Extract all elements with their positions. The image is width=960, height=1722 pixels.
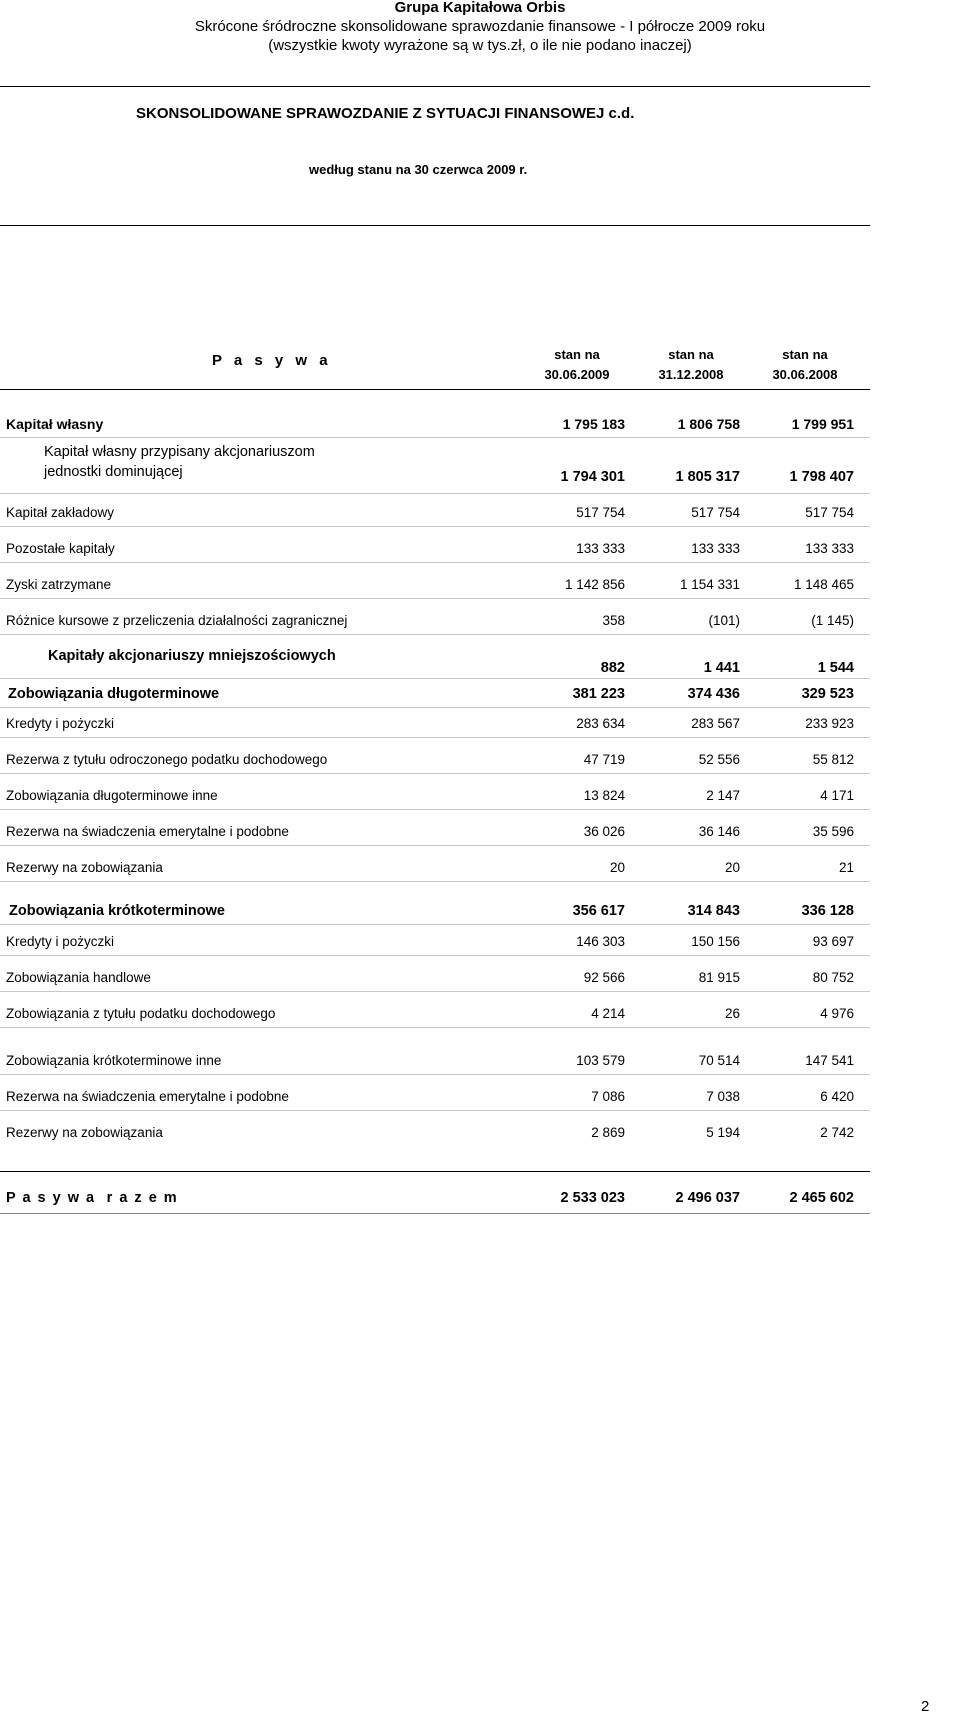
row-value-2: 1 806 758 (677, 416, 740, 432)
row-value-3: 133 333 (805, 541, 854, 556)
row-value-2: 2 496 037 (675, 1190, 740, 1206)
row-value-1: 517 754 (576, 505, 625, 520)
row-label: Kapitał własny przypisany akcjonariuszom (44, 444, 315, 460)
table-row (0, 577, 870, 599)
row-value-1: 7 086 (591, 1089, 625, 1104)
row-value-2: 81 915 (698, 970, 740, 985)
row-value-2: 1 154 331 (679, 577, 740, 592)
column-header-2-date: 31.12.2008 (658, 367, 724, 382)
row-value-2: 283 567 (691, 716, 740, 731)
row-value-3: 2 742 (820, 1125, 854, 1140)
table-row (0, 686, 870, 708)
row-label: Różnice kursowe z przeliczenia działalności zagranicznej (6, 613, 348, 628)
table-row (0, 1053, 870, 1075)
row-label: Rezerwa na świadczenia emerytalne i podobne (6, 1089, 289, 1104)
row-value-3: 93 697 (812, 934, 854, 949)
column-header-3-date: 30.06.2008 (772, 367, 838, 382)
page-number: 2 (921, 1698, 930, 1715)
row-label: Rezerwy na zobowiązania (6, 1125, 163, 1140)
row-value-2: 26 (724, 1006, 740, 1021)
row-value-2: 133 333 (691, 541, 740, 556)
row-value-2: 314 843 (687, 903, 740, 919)
row-value-1: 2 533 023 (560, 1190, 625, 1206)
table-row (0, 716, 870, 738)
company-name: Grupa Kapitałowa Orbis (394, 0, 566, 16)
table-row (0, 788, 870, 810)
row-label: Zobowiązania długoterminowe inne (6, 788, 218, 803)
row-label: Zyski zatrzymane (6, 577, 112, 592)
column-header-3 (750, 345, 860, 385)
row-divider (0, 678, 870, 679)
row-divider (0, 598, 870, 599)
row-value-3: 1 799 951 (791, 416, 854, 432)
row-label: P a s y w a r a z e m (6, 1190, 179, 1206)
table-row (0, 648, 870, 688)
row-divider (0, 1027, 870, 1028)
row-value-1: 92 566 (583, 970, 625, 985)
column-header-2-top: stan na (668, 347, 714, 362)
row-value-1: 1 794 301 (560, 469, 625, 485)
row-divider (0, 1110, 870, 1111)
row-divider (0, 437, 870, 438)
table-row (0, 613, 870, 635)
row-value-1: 1 142 856 (564, 577, 625, 592)
column-header-1-date: 30.06.2009 (544, 367, 610, 382)
row-divider (0, 881, 870, 882)
row-value-1: 133 333 (576, 541, 625, 556)
row-divider (0, 1213, 870, 1214)
row-divider (0, 526, 870, 527)
row-value-2: (101) (708, 613, 740, 628)
row-value-1: 13 824 (583, 788, 625, 803)
row-value-3: 80 752 (812, 970, 854, 985)
statement-title: SKONSOLIDOWANE SPRAWOZDANIE Z SYTUACJI FINANSOWEJ c.d. (136, 105, 635, 122)
row-divider (0, 634, 870, 635)
statement-date: według stanu na 30 czerwca 2009 r. (309, 162, 528, 177)
row-divider (0, 1074, 870, 1075)
row-value-2: 2 147 (706, 788, 740, 803)
row-label: Zobowiązania handlowe (6, 970, 151, 985)
row-value-2: 374 436 (687, 686, 740, 702)
row-value-3: (1 145) (811, 613, 854, 628)
row-value-3: 329 523 (801, 686, 854, 702)
row-divider (0, 845, 870, 846)
row-label: Kapitały akcjonariuszy mniejszościowych (48, 648, 336, 664)
table-row (0, 541, 870, 563)
row-value-1: 36 026 (583, 824, 625, 839)
row-value-1: 146 303 (576, 934, 625, 949)
row-value-2: 52 556 (698, 752, 740, 767)
row-value-1: 356 617 (572, 903, 625, 919)
row-label: Zobowiązania krótkoterminowe inne (6, 1053, 222, 1068)
row-value-3: 147 541 (805, 1053, 854, 1068)
row-value-1: 1 795 183 (562, 416, 625, 432)
row-divider (0, 991, 870, 992)
row-value-1: 882 (600, 660, 625, 676)
row-value-2: 150 156 (691, 934, 740, 949)
row-value-1: 2 869 (591, 1125, 625, 1140)
row-divider (0, 809, 870, 810)
row-label: Zobowiązania długoterminowe (8, 686, 220, 702)
row-value-3: 4 171 (820, 788, 854, 803)
row-value-2: 517 754 (691, 505, 740, 520)
column-header-1-top: stan na (554, 347, 600, 362)
row-value-1: 103 579 (576, 1053, 625, 1068)
row-divider (0, 707, 870, 708)
row-value-3: 4 976 (820, 1006, 854, 1021)
row-value-3: 233 923 (805, 716, 854, 731)
row-value-3: 336 128 (801, 903, 854, 919)
table-row (0, 970, 870, 992)
column-header-2 (636, 345, 746, 385)
column-header-3-top: stan na (782, 347, 828, 362)
row-value-1: 283 634 (576, 716, 625, 731)
row-label: Kredyty i pożyczki (6, 716, 115, 731)
row-value-3: 55 812 (812, 752, 854, 767)
row-label: Rezerwa z tytułu odroczonego podatku dochodowego (6, 752, 328, 767)
row-label: Zobowiązania krótkoterminowe (9, 903, 225, 919)
row-value-2: 1 805 317 (675, 469, 740, 485)
row-divider (0, 737, 870, 738)
row-label: Pozostałe kapitały (6, 541, 115, 556)
row-label: Kredyty i pożyczki (6, 934, 115, 949)
row-divider (0, 493, 870, 494)
table-row-total (0, 1190, 870, 1212)
row-label: Zobowiązania z tytułu podatku dochodowego (6, 1006, 276, 1021)
table-row (0, 860, 870, 882)
table-row (0, 505, 870, 527)
row-value-1: 358 (602, 613, 625, 628)
header-rule (0, 86, 870, 87)
row-value-2: 5 194 (706, 1125, 740, 1140)
report-subtitle: Skrócone śródroczne skonsolidowane sprawozdanie finansowe - I półrocze 2009 roku (194, 18, 766, 35)
row-divider (0, 955, 870, 956)
row-label: Kapitał własny (6, 416, 104, 432)
row-value-1: 20 (609, 860, 625, 875)
table-row (0, 1006, 870, 1028)
row-value-1: 381 223 (572, 686, 625, 702)
row-value-3: 1 148 465 (793, 577, 854, 592)
row-value-2: 36 146 (698, 824, 740, 839)
row-value-3: 1 798 407 (789, 469, 854, 485)
currency-note: (wszystkie kwoty wyrażone są w tys.zł, o ile nie podano inaczej) (268, 37, 692, 54)
row-label: Kapitał zakładowy (6, 505, 115, 520)
row-value-2: 1 441 (703, 660, 740, 676)
table-row (0, 1125, 870, 1147)
row-value-3: 2 465 602 (789, 1190, 854, 1206)
row-value-3: 517 754 (805, 505, 854, 520)
row-divider (0, 924, 870, 925)
row-value-2: 70 514 (698, 1053, 740, 1068)
table-row (0, 1089, 870, 1111)
table-row (0, 444, 870, 490)
row-label: Rezerwy na zobowiązania (6, 860, 163, 875)
column-header-1 (522, 345, 632, 385)
row-value-1: 4 214 (591, 1006, 625, 1021)
title-rule (0, 225, 870, 226)
row-value-3: 35 596 (812, 824, 854, 839)
row-divider (0, 562, 870, 563)
row-value-2: 7 038 (706, 1089, 740, 1104)
row-value-1: 47 719 (583, 752, 625, 767)
row-value-3: 21 (838, 860, 854, 875)
section-title: P a s y w a (212, 352, 332, 369)
row-value-3: 1 544 (817, 660, 854, 676)
row-label: Rezerwa na świadczenia emerytalne i podobne (6, 824, 289, 839)
row-label-continued: jednostki dominującej (44, 464, 183, 480)
table-header-rule (0, 389, 870, 390)
table-row (0, 934, 870, 956)
row-divider (0, 773, 870, 774)
table-row (0, 752, 870, 774)
total-rule (0, 1171, 870, 1172)
table-row (0, 416, 870, 438)
row-value-3: 6 420 (820, 1089, 854, 1104)
row-value-2: 20 (724, 860, 740, 875)
table-row (0, 824, 870, 846)
table-row (0, 903, 870, 925)
